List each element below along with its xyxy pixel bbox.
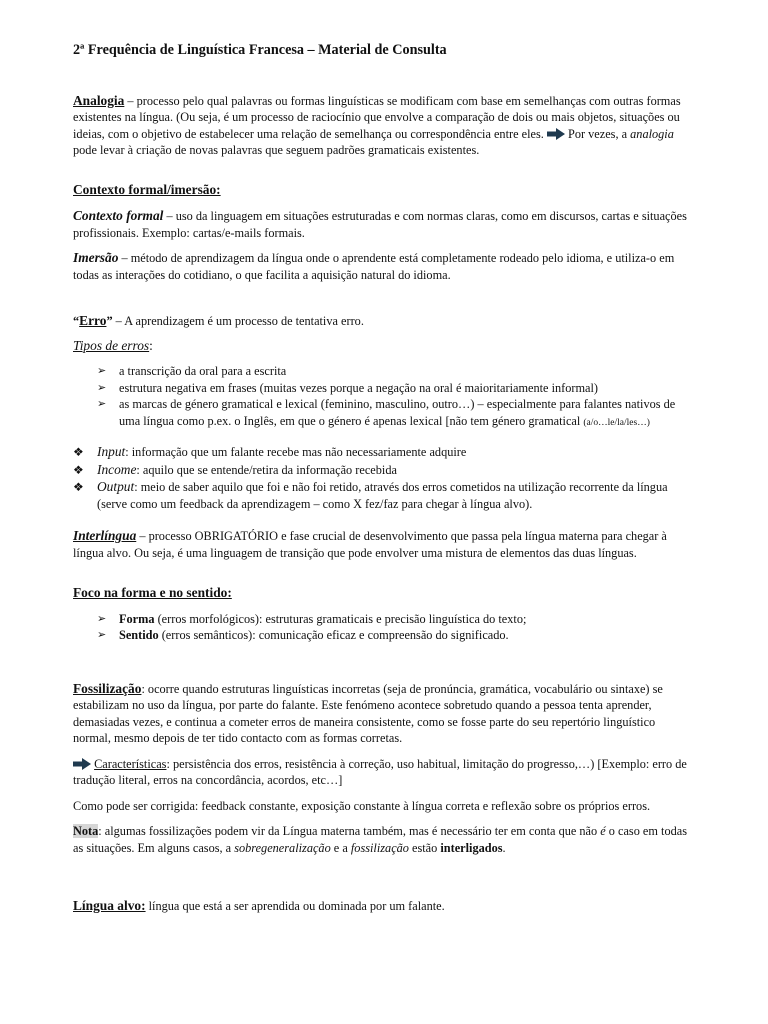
list-item: ➢ as marcas de género gramatical e lexical (feminino, masculino, outro…) – especialmente para falantes nativos de uma língua como p.ex. o Inglês, em que o género é apenas lexical [não tem género gramatical (a/o…le/la/les…): [97, 397, 676, 428]
arrow-bullet-icon: ➢: [97, 365, 107, 377]
tipos-erros-label: [73, 338, 695, 355]
sobregeneralizacao-term: sobregeneralização: [234, 840, 331, 855]
nota-label: Nota: [73, 824, 99, 838]
analogia-paragraph: [73, 93, 695, 159]
analogia-text-2: Por vezes, a: [564, 126, 631, 141]
list-item: ❖ Income: aquilo que se entende/retira da informação recebida: [73, 461, 397, 477]
foco-heading: Foco na forma e no sentido:: [73, 585, 232, 600]
imersao-paragraph: [73, 250, 695, 283]
caracteristicas-text: : persistência dos erros, resistência à correção, uso habitual, limitação do progresso,…) [Exemplo: erro de tradução literal, erros na concordância, acordos, etc…]: [73, 756, 687, 787]
erro-term: Erro: [79, 313, 107, 328]
arrow-bullet-icon: ➢: [97, 398, 107, 410]
nota-paragraph: Nota: algumas fossilizações podem vir da Língua materna também, mas é necessário ter em conta que não é o caso em todas as situações. Em alguns casos, a sobregeneralização e a fossilização estão interligados.: [73, 824, 687, 855]
lingua-alvo-term: Língua alvo:: [73, 898, 146, 913]
sentido-term: Sentido: [119, 628, 159, 642]
list-item: ➢ estrutura negativa em frases (muitas vezes porque a negação na oral é maioritariamente informal): [97, 380, 599, 395]
forma-term: Forma: [119, 611, 155, 626]
diamond-bullet-icon: ❖: [73, 462, 84, 477]
contexto-formal-term: Contexto formal: [73, 208, 164, 223]
document-title: 2ª Frequência de Linguística Francesa – Material de Consulta: [73, 42, 447, 58]
analogia-text-3: pode levar à criação de novas palavras que seguem padrões gramaticais existentes.: [73, 143, 480, 157]
income-term: Income: [97, 461, 137, 477]
list-item: ➢ Forma (erros morfológicos): estruturas gramaticais e precisão linguística do texto;: [97, 611, 527, 626]
tipos-erros-colon: :: [149, 337, 153, 353]
imersao-term: Imersão: [73, 250, 119, 265]
erro-open-quote: “: [73, 314, 80, 328]
list-item-small-note: (a/o…le/la/les…): [583, 417, 650, 428]
fossilizacao-term: Fossilização: [73, 680, 142, 696]
interlingua-text: – processo OBRIGATÓRIO e fase crucial de desenvolvimento que passa pela língua materna para chegar à língua alvo. Ou seja, é uma linguagem de transição que pode envolver uma mistura de elementos das duas línguas.: [73, 529, 667, 560]
tipos-erros-list: [73, 363, 695, 431]
arrow-bullet-icon: ➢: [97, 629, 107, 641]
caracteristicas-label: Características: [94, 756, 167, 771]
erro-text: – A aprendizagem é um processo de tentativa erro.: [112, 314, 364, 328]
document-body: [73, 42, 695, 915]
output-term: Output: [97, 479, 135, 494]
arrow-bullet-icon: ➢: [97, 612, 107, 625]
contexto-heading: Contexto formal/imersão:: [73, 181, 221, 197]
imersao-text: – método de aprendizagem da língua onde o aprendente está completamente rodeado pelo idioma, e utiliza-o em todas as interações do cotidiano, o que facilita a aquisição natural do idioma.: [73, 251, 675, 282]
interlingua-paragraph: [73, 528, 695, 561]
input-term: Input: [97, 444, 126, 459]
diamond-bullet-icon: ❖: [73, 445, 84, 459]
analogia-term: Analogia: [73, 92, 125, 108]
foco-list: [73, 611, 695, 644]
contexto-formal-paragraph: [73, 208, 695, 241]
tipos-erros-text: Tipos de erros: [73, 337, 150, 353]
analogia-italic: analogia: [630, 126, 674, 141]
erro-close-quote: ”: [106, 314, 113, 328]
analogia-text-1: – processo pelo qual palavras ou formas linguísticas se modificam com base em semelhanças com outras formas existentes na língua. (Ou seja, é um processo de raciocínio que envolve a comparação de dois ou mais objetos, situações ou ideias, com o objetivo de estabelecer uma relação de semelhança ou correspondência entre eles.: [73, 93, 681, 141]
list-item: ➢ a transcrição da oral para a escrita: [97, 364, 287, 378]
contexto-formal-text: – uso da linguagem em situações estruturadas e com normas claras, como em discursos, cartas e situações profissionais. Exemplo: cartas/e-mails formais.: [73, 209, 687, 240]
fossilizacao-paragraph: [73, 681, 695, 747]
arrow-right-icon: [73, 758, 91, 770]
fossilizacao-italic: fossilização: [350, 840, 409, 855]
arrow-bullet-icon: ➢: [97, 381, 107, 394]
erro-paragraph: [73, 313, 695, 330]
list-item: ❖ Input: informação que um falante recebe mas não necessariamente adquire: [73, 444, 467, 459]
arrow-right-icon: [547, 128, 565, 140]
list-item: ➢ Sentido (erros semânticos): comunicação eficaz e compreensão do significado.: [97, 628, 509, 642]
fossilizacao-text: : ocorre quando estruturas linguísticas incorretas (seja de pronúncia, gramática, vocabulário ou sintaxe) se estabilizam no uso da língua, por parte do falante. Este fenómeno acontece sobretudo quando a pessoa tenta aprender, demasiadas vezes, e continua a cometer erros de maneira consistente, como se fosse parte do seu repertório linguístico normal, mesmo depois de ter tido contacto com as formas corretas.: [73, 681, 663, 745]
input-output-list: [73, 444, 695, 512]
list-item: ❖ Output: meio de saber aquilo que foi e não foi retido, através dos erros cometidos na utilização recorrente da língua (serve como um feedback da aprendizagem – como X fez/faz para chegar à língua alvo).: [73, 479, 668, 511]
interlingua-term: Interlíngua: [73, 528, 137, 543]
lingua-alvo-paragraph: [73, 898, 695, 915]
corrigida-paragraph: Como pode ser corrigida: feedback constante, exposição constante à língua correta e reflexão sobre os próprios erros.: [73, 798, 651, 813]
lingua-alvo-text: língua que está a ser aprendida ou dominada por um falante.: [145, 899, 445, 913]
interligados-term: interligados: [440, 840, 503, 855]
diamond-bullet-icon: ❖: [73, 480, 84, 494]
caracteristicas-paragraph: [73, 756, 695, 789]
